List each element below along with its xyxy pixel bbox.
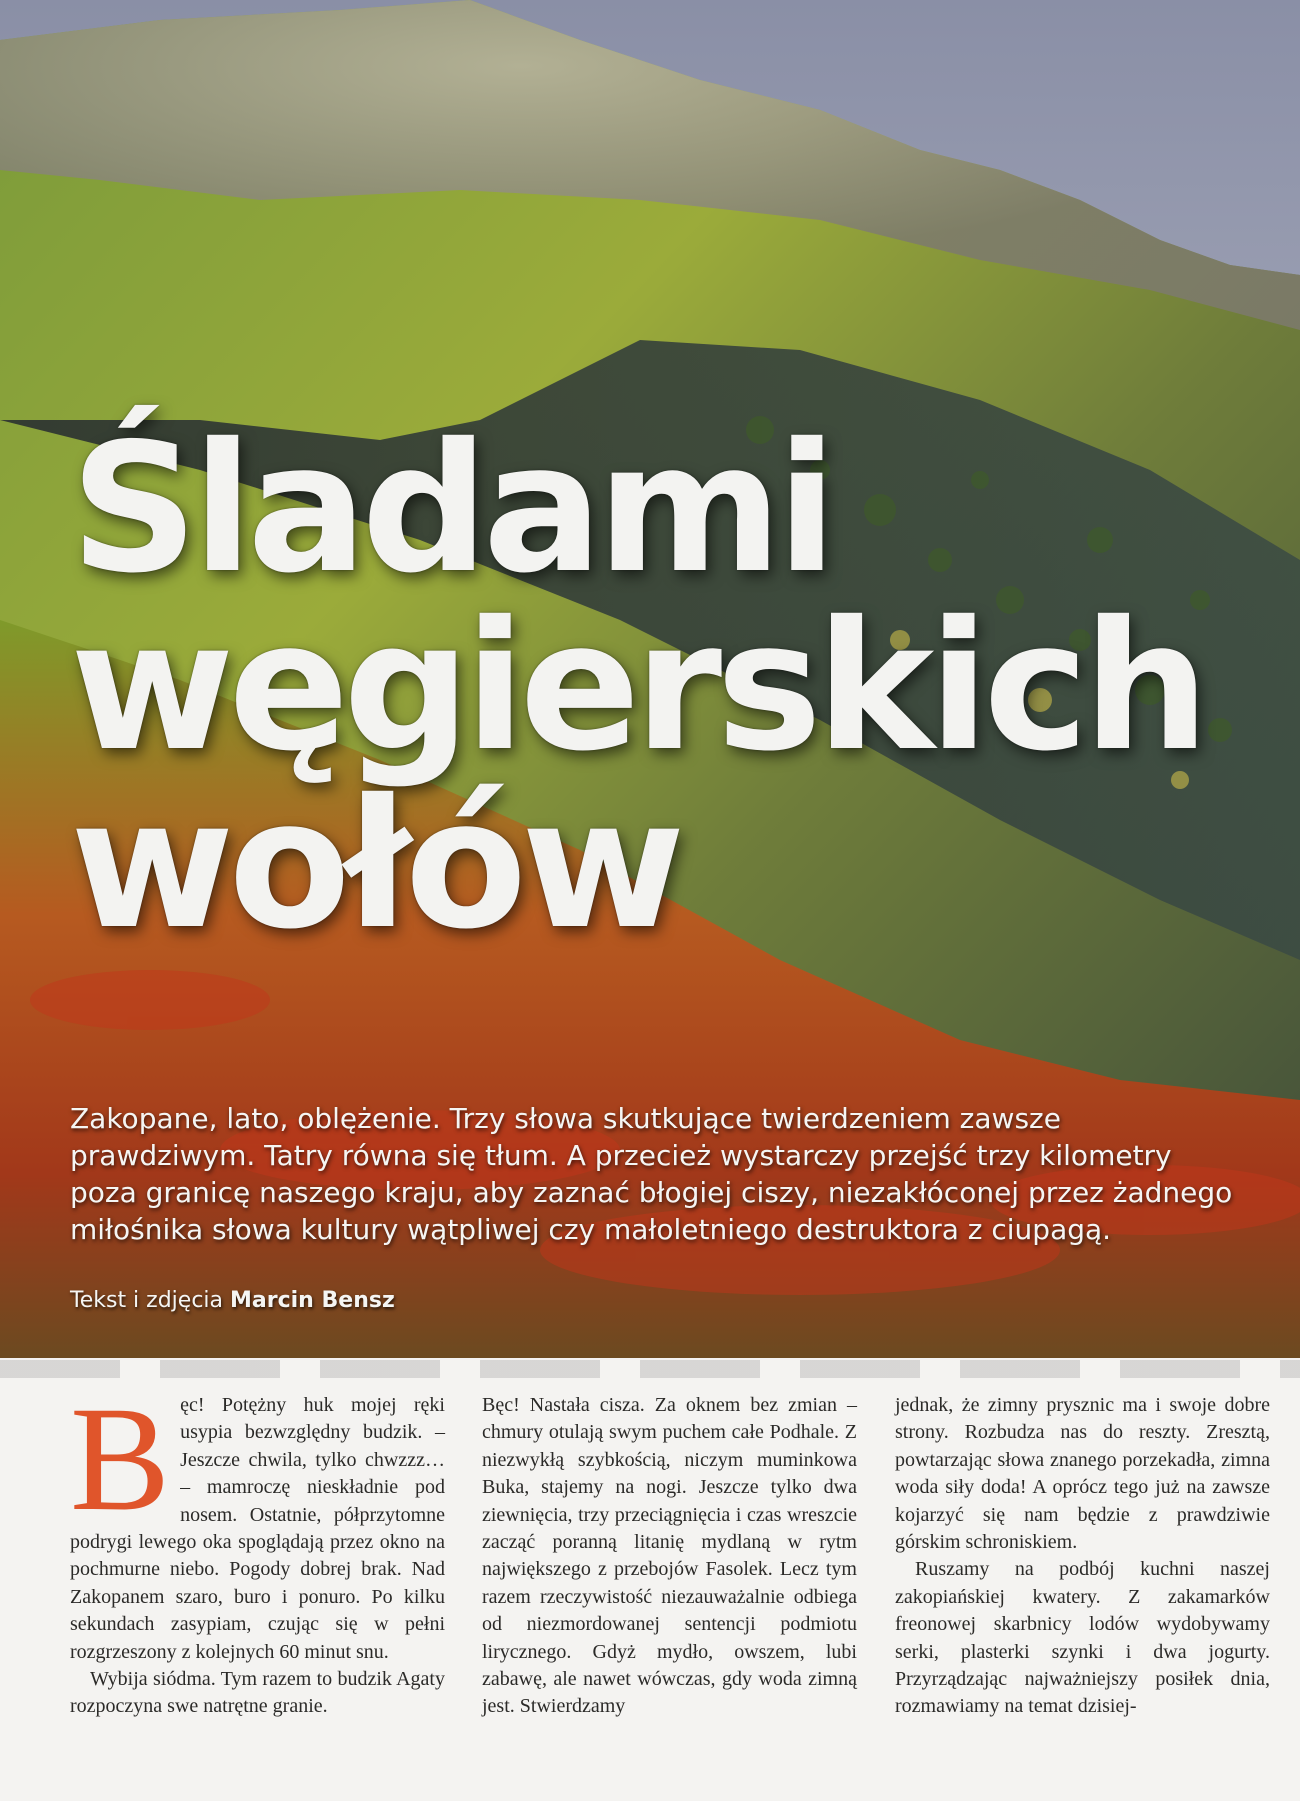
paragraph: Ruszamy na podbój kuchni naszej zakopiańskiej kwatery. Z zakamarków freonowej skarbnicy lodów wydobywamy serki, plasterki szynki i dwa jogurty. Przyrządzając najważniejszy posiłek dnia, rozmawiamy na temat dzisiej-	[895, 1558, 1270, 1718]
paragraph	[70, 1376, 445, 1666]
paragraph-text: ęc! Potężny huk mojej ręki usypia bezwzględny budzik. – Jeszcze chwila, tylko chwzzz… – mamroczę nieskładnie pod nosem. Ostatnie, półprzytomne podrygi lewego oka spoglądają przez okno na pochmurne niebo. Pogody dobrej brak. Nad Zakopanem szaro, buro i ponuro. Po kilku sekundach zasypiam, czując się w pełni rozgrzeszony z kolejnych 60 minut snu.	[70, 1394, 445, 1663]
article-title	[70, 405, 1204, 968]
article-lead: Zakopane, lato, oblężenie. Trzy słowa skutkujące twierdzeniem zawsze prawdziwym. Tatry równa się tłum. A przecież wystarczy przejść trzy kilometry poza granicę naszego kraju, aby zaznać błogiej ciszy, niezakłóconej przez żadnego miłośnika słowa kultury wątpliwej czy małoletniego destruktora z ciupagą.	[70, 1102, 1233, 1246]
byline-author: Marcin Bensz	[230, 1288, 395, 1313]
paragraph: Bęc! Nastała cisza. Za oknem bez zmian – chmury otulają swym puchem całe Podhale. Z niezwykłą szybkością, niczym muminkowa Buka, stajemy na nogi. Jeszcze tylko dwa ziewnięcia, trzy przeciągnięcia i czas wreszcie zacząć poranną litanię mydlaną w rytm największego z przebojów Fasolek. Lecz tym razem rzeczywistość niezauważalnie odbiega od niezmordowanej sentencji podmiotu lirycznego. Gdyż mydło, owszem, lubi zabawę, ale nawet wówczas, gdy woda zimną jest. Stwierdzamy	[482, 1394, 857, 1718]
body-column-2	[482, 1392, 857, 1721]
byline-prefix: Tekst i zdjęcia	[70, 1288, 224, 1313]
body-column-3	[895, 1392, 1270, 1721]
article-body	[70, 1376, 1270, 1792]
title-line-3: wołów	[70, 761, 680, 968]
byline	[70, 1288, 395, 1313]
title-line-1: Śladami	[70, 405, 832, 612]
show-through-texture	[0, 1360, 1300, 1378]
drop-cap: B	[70, 1376, 171, 1542]
paragraph: Wybija siódma. Tym razem to budzik Agaty rozpoczyna swe natrętne granie.	[70, 1668, 445, 1718]
paragraph: jednak, że zimny prysznic ma i swoje dobre strony. Rozbudza nas do reszty. Zresztą, powtarzając słowa znanego porzekadła, zimna woda siły doda! A oprócz tego już na zawsze kojarzyć się nam będzie z prawdziwie górskim schroniskiem.	[895, 1394, 1270, 1554]
body-column-1	[70, 1376, 445, 1721]
title-line-2: węgierskich	[70, 583, 1204, 790]
